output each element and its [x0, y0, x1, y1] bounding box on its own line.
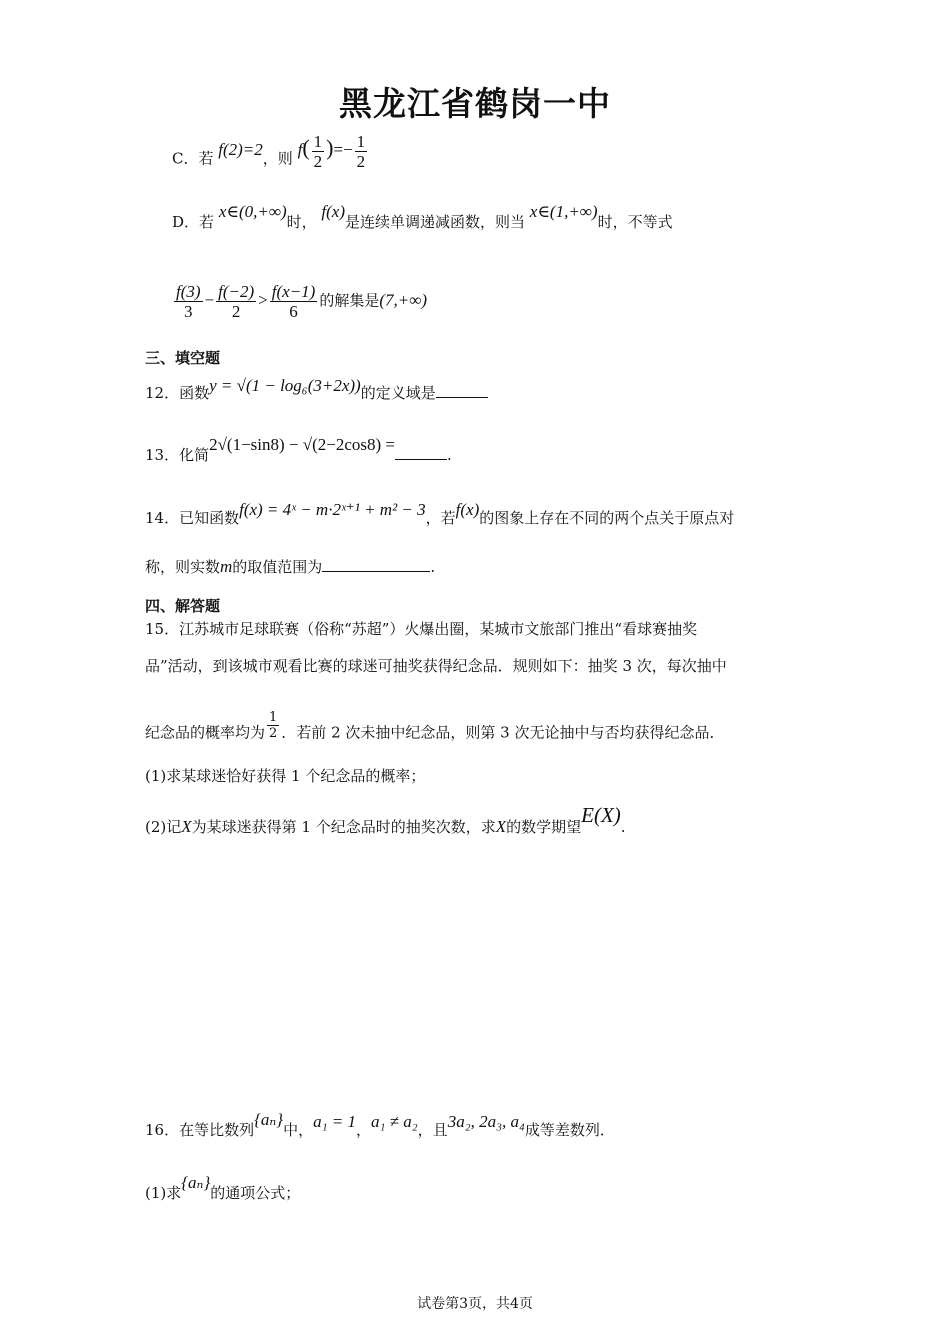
q16-seq: {aₙ}: [254, 1110, 284, 1129]
q16-t4: 成等差数列．: [524, 1121, 615, 1139]
q15-frac: $\frac{1}{2}$: [269, 710, 278, 741]
q15-line3b: ．若前 2 次未抽中纪念品，则第 3 次无论抽中与否均获得纪念品．: [281, 723, 725, 742]
q15-x1: X: [181, 817, 192, 836]
q16-c2: a₁ ≠ a₂: [371, 1112, 418, 1131]
q11d-inequality: [172, 282, 427, 321]
q15-x2: X: [495, 817, 507, 836]
q11d-frac3: $\frac{f(x-1)}{6}$: [271, 282, 316, 321]
q11d-expr2: f(x): [321, 202, 345, 221]
q13-end: .: [447, 446, 452, 464]
q14-m: m: [220, 557, 233, 576]
q14-t1: ，若: [425, 509, 456, 527]
q16-c1: a₁ = 1: [313, 1112, 356, 1131]
q11c-frac1: $\frac{1}{2}$: [313, 132, 323, 171]
q15-sub2c: 的数学期望: [506, 818, 582, 836]
q15-ex: E(X): [581, 803, 621, 827]
q16-t3: ，且: [417, 1121, 448, 1139]
q15-line2: 品”活动，到该城市观看比赛的球迷可抽奖获得纪念品．规则如下：抽奖 3 次，每次抽中: [145, 657, 727, 675]
q15-line3a: 纪念品的概率均为: [145, 723, 266, 742]
q11-option-c: [172, 132, 369, 179]
q16-t1: 中，: [283, 1121, 314, 1139]
q15-sub2b: 为某球迷获得第 1 个纪念品时的抽奖次数，求: [191, 818, 496, 836]
q11c-sep: ，则: [262, 149, 293, 168]
q16-seq-2: {aₙ}: [181, 1173, 211, 1192]
question-16: [145, 1110, 615, 1140]
q11d-t2: 是连续单调递减函数，则当: [345, 213, 526, 231]
page-title: 黑龙江省鹤岗一中: [339, 84, 611, 123]
q16-t2: ，: [356, 1121, 372, 1139]
section-fill-in-title: 三、填空题: [145, 349, 221, 367]
q11-option-d: [172, 202, 673, 232]
q11c-mid: =−: [333, 140, 353, 160]
q16-label: 16．在等比数列: [145, 1121, 255, 1139]
q11d-frac1: $\frac{f(3)}{3}$: [176, 282, 201, 321]
q15-sub1: (1)求某球迷恰好获得 1 个纪念品的概率；: [145, 767, 426, 785]
q11d-expr1: x∈(0,+∞): [218, 202, 287, 221]
q12-text: 的定义域是: [360, 384, 436, 402]
q12-label: 12．函数: [145, 384, 210, 402]
q11d-t4: 的解集是: [319, 291, 380, 310]
q14-label: 14．已知函数: [145, 509, 240, 527]
q14-line2a: 称，则实数: [145, 558, 221, 576]
q14-line2b: 的取值范围为: [232, 558, 323, 576]
q11d-t1: 时，: [286, 213, 317, 231]
q11d-expr3: x∈(1,+∞): [529, 202, 598, 221]
q14-answer-blank[interactable]: [322, 557, 430, 572]
q13-answer-blank[interactable]: [395, 445, 447, 460]
q11c-f: f: [297, 140, 303, 160]
q11d-frac2: $\frac{f(-2)}{2}$: [218, 282, 255, 321]
q14-t2: 的图象上存在不同的两个点关于原点对: [479, 509, 735, 527]
q12-answer-blank[interactable]: [436, 383, 488, 398]
q16-sub1b: 的通项公式；: [210, 1184, 301, 1202]
q13-label: 13．化简: [145, 446, 210, 464]
question-14-line2: [145, 557, 435, 577]
q11d-label: D．若: [172, 213, 215, 231]
q11c-label: C．若: [172, 149, 214, 168]
question-13: [145, 435, 452, 465]
q11c-expr2: f( $\frac{1}{2}$ )=− $\frac{1}{2}$: [297, 132, 366, 171]
q14-expr2: f(x): [455, 500, 480, 519]
q11d-minus: −: [204, 290, 215, 310]
q15-end: .: [620, 818, 626, 836]
q15-sub2: [145, 803, 626, 837]
q15-sub2a: (2)记: [145, 818, 182, 836]
q11d-gt: >: [258, 290, 268, 310]
q14-end: .: [430, 558, 436, 576]
q16-sub1: [145, 1173, 301, 1203]
question-14: [145, 500, 735, 528]
q11d-t3: 时，不等式: [597, 213, 673, 231]
q16-c3: 3a₂, 2a₃, a₄: [447, 1112, 525, 1131]
q15-line1: 15．江苏城市足球联赛（俗称“苏超”）火爆出圈，某城市文旅部门推出“看球赛抽奖: [145, 620, 698, 638]
q13-expr: 2√(1−sin8) − √(2−2cos8) =: [209, 435, 395, 454]
q14-expr: f(x) = 4ˣ − m·2ˣ⁺¹ + m² − 3: [239, 500, 426, 519]
q11d-expr4: (7,+∞): [379, 290, 428, 310]
question-12: [145, 376, 488, 403]
q15-line3: [145, 710, 725, 749]
section-solve-title: 四、解答题: [145, 597, 221, 615]
q16-sub1a: (1)求: [145, 1184, 182, 1202]
page-footer: 试卷第3页，共4页: [417, 1296, 533, 1312]
q12-expr: y = √(1 − log₆(3+2x)): [209, 376, 361, 395]
q11c-expr1: f(2)=2: [218, 140, 263, 160]
q11c-frac2: $\frac{1}{2}$: [356, 132, 366, 171]
